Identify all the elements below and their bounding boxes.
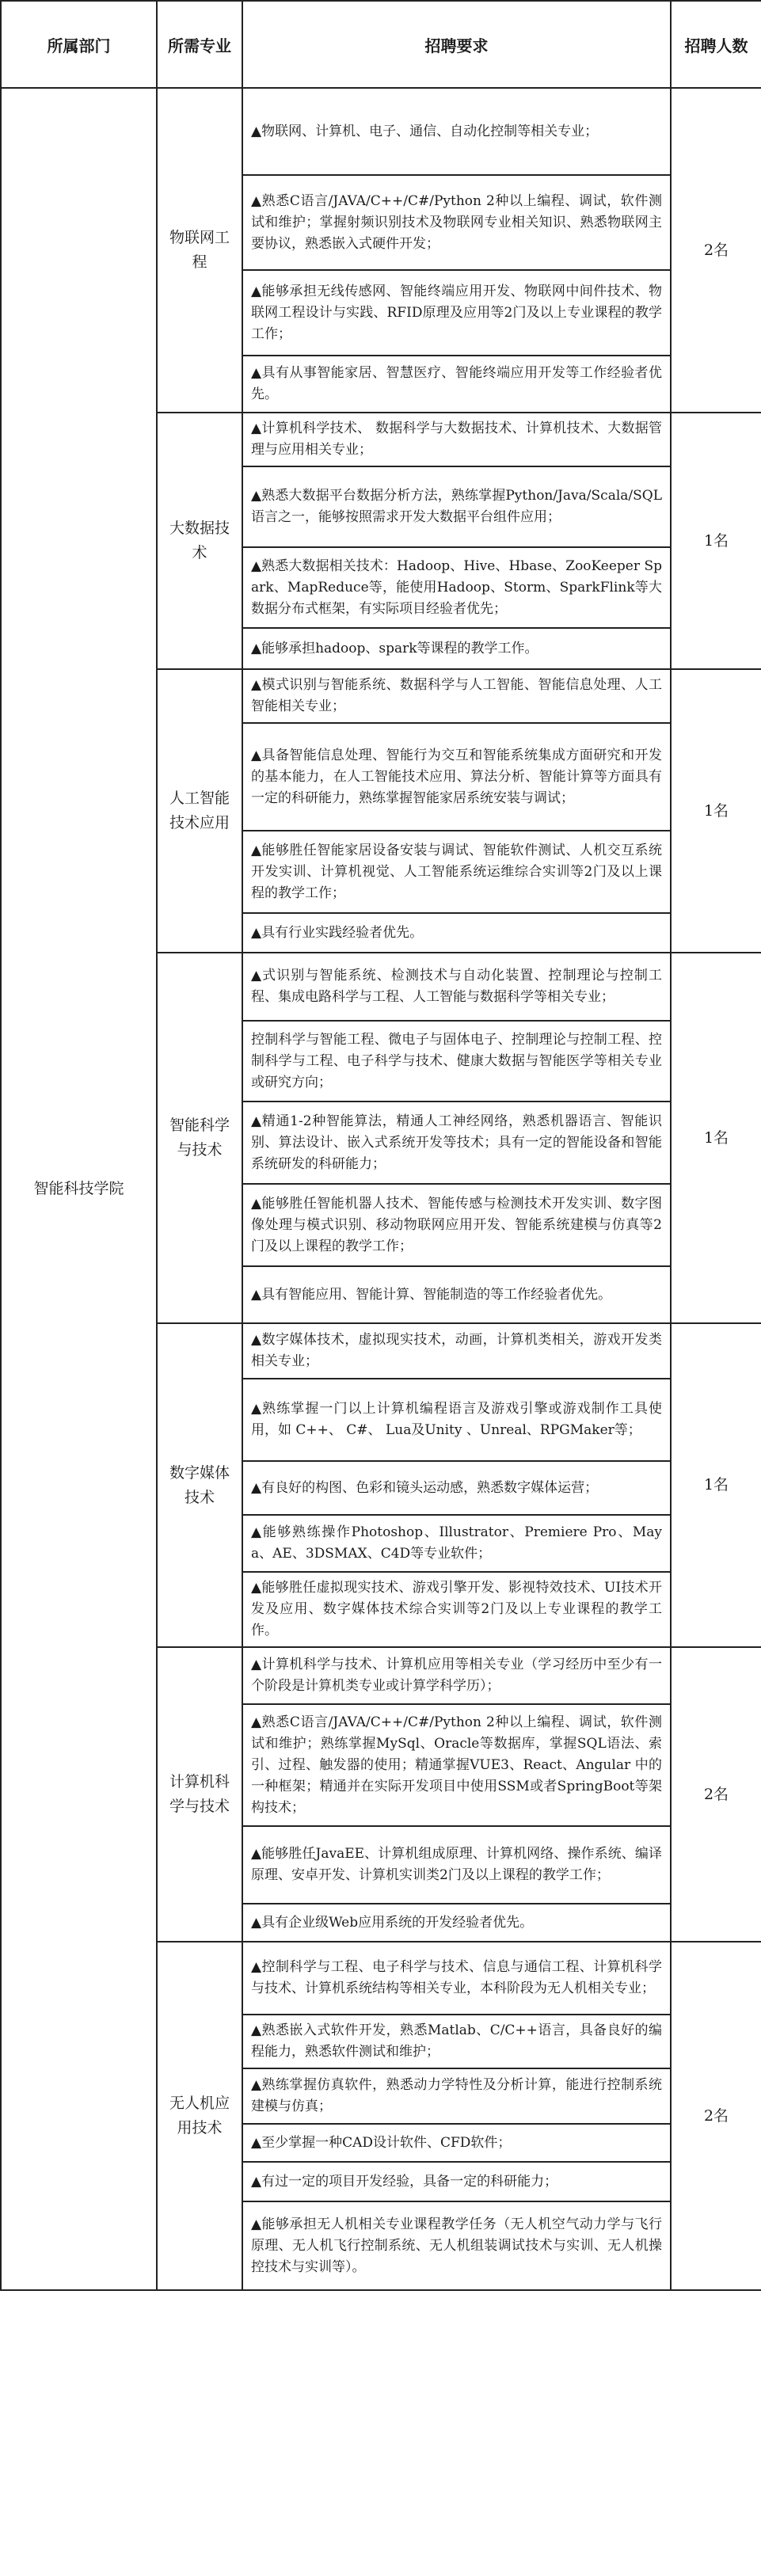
requirement-cell: ▲具有智能应用、智能计算、智能制造的等工作经验者优先。 — [242, 1266, 671, 1323]
requirement-cell: ▲数字媒体技术，虚拟现实技术，动画，计算机类相关，游戏开发类相关专业； — [242, 1323, 671, 1379]
major-cell: 无人机应用技术 — [157, 1942, 242, 2290]
header-dept: 所属部门 — [1, 1, 157, 88]
requirement-cell: ▲精通1-2种智能算法，精通人工神经网络，熟悉机器语言、智能识别、算法设计、嵌入式系统开发等技术；具有一定的智能设备和智能系统研发的科研能力； — [242, 1102, 671, 1184]
requirement-cell: ▲熟悉C语言/JAVA/C++/C#/Python 2种以上编程、调试，软件测试和维护；熟练掌握MySql、Oracle等数据库，掌握SQL语法、索引、过程、触发器的使用；精通掌握VUE3、React、Angular 中的一种框架；精通并在实际开发项目中使用SSM或者SpringBoot等架构技术； — [242, 1704, 671, 1826]
header-major: 所需专业 — [157, 1, 242, 88]
header-count: 招聘人数 — [671, 1, 761, 88]
count-cell: 1名 — [671, 669, 761, 953]
major-cell: 数字媒体技术 — [157, 1323, 242, 1647]
count-cell: 2名 — [671, 88, 761, 413]
major-cell: 物联网工程 — [157, 88, 242, 413]
table-header-row — [1, 1, 761, 88]
requirement-cell: ▲能够胜任智能家居设备安装与调试、智能软件测试、人机交互系统开发实训、计算机视觉、人工智能系统运维综合实训等2门及以上课程的教学工作； — [242, 831, 671, 913]
requirement-cell: ▲熟悉嵌入式软件开发，熟悉Matlab、C/C++语言，具备良好的编程能力，熟悉软件测试和维护； — [242, 2015, 671, 2068]
count-cell: 2名 — [671, 1942, 761, 2290]
count-cell: 1名 — [671, 1323, 761, 1647]
requirement-cell: ▲能够承担无人机相关专业课程教学任务（无人机空气动力学与飞行原理、无人机飞行控制系统、无人机组装调试技术与实训、无人机操控技术与实训等）。 — [242, 2201, 671, 2290]
requirement-cell: ▲控制科学与工程、电子科学与技术、信息与通信工程、计算机科学与技术、计算机系统结构等相关专业，本科阶段为无人机相关专业； — [242, 1942, 671, 2015]
count-cell: 1名 — [671, 953, 761, 1323]
requirement-cell: ▲模式识别与智能系统、数据科学与人工智能、智能信息处理、人工智能相关专业； — [242, 669, 671, 723]
department-cell: 智能科技学院 — [1, 88, 157, 2290]
requirement-cell: ▲具有从事智能家居、智慧医疗、智能终端应用开发等工作经验者优先。 — [242, 356, 671, 413]
major-cell: 大数据技术 — [157, 413, 242, 669]
major-cell: 计算机科学与技术 — [157, 1647, 242, 1942]
requirement-cell: ▲熟悉C语言/JAVA/C++/C#/Python 2种以上编程、调试，软件测试和维护；掌握射频识别技术及物联网专业相关知识、熟悉物联网主要协议，熟悉嵌入式硬件开发； — [242, 175, 671, 270]
requirement-cell: ▲计算机科学与技术、计算机应用等相关专业（学习经历中至少有一个阶段是计算机类专业或计算学科学历）； — [242, 1647, 671, 1704]
count-cell: 2名 — [671, 1647, 761, 1942]
requirement-cell: ▲具有行业实践经验者优先。 — [242, 913, 671, 953]
requirement-cell: ▲熟悉大数据相关技术：Hadoop、Hive、Hbase、ZooKeeper Spark、MapReduce等，能使用Hadoop、Storm、SparkFlink等大数据分布式框架，有实际项目经验者优先； — [242, 547, 671, 628]
requirement-cell: ▲熟悉大数据平台数据分析方法，熟练掌握Python/Java/Scala/SQL 语言之一，能够按照需求开发大数据平台组件应用； — [242, 466, 671, 547]
table-row — [1, 88, 761, 175]
major-cell: 人工智能技术应用 — [157, 669, 242, 953]
requirement-cell: ▲能够胜任JavaEE、计算机组成原理、计算机网络、操作系统、编译原理、安卓开发、计算机实训类2门及以上课程的教学工作； — [242, 1826, 671, 1904]
requirement-cell: ▲熟练掌握仿真软件，熟悉动力学特性及分析计算，能进行控制系统建模与仿真； — [242, 2068, 671, 2124]
requirement-cell: ▲式识别与智能系统、检测技术与自动化装置、控制理论与控制工程、集成电路科学与工程、人工智能与数据科学等相关专业； — [242, 953, 671, 1021]
requirement-cell: ▲物联网、计算机、电子、通信、自动化控制等相关专业； — [242, 88, 671, 175]
requirement-cell: 控制科学与智能工程、微电子与固体电子、控制理论与控制工程、控制科学与工程、电子科学与技术、健康大数据与智能医学等相关专业或研究方向； — [242, 1021, 671, 1102]
count-cell: 1名 — [671, 413, 761, 669]
requirement-cell: ▲能够胜任智能机器人技术、智能传感与检测技术开发实训、数字图像处理与模式识别、移动物联网应用开发、智能系统建模与仿真等2门及以上课程的教学工作； — [242, 1184, 671, 1266]
requirement-cell: ▲有过一定的项目开发经验，具备一定的科研能力； — [242, 2162, 671, 2201]
requirement-cell: ▲能够承担无线传感网、智能终端应用开发、物联网中间件技术、物联网工程设计与实践、RFID原理及应用等2门及以上专业课程的教学工作； — [242, 270, 671, 356]
header-requirements: 招聘要求 — [242, 1, 671, 88]
major-cell: 智能科学与技术 — [157, 953, 242, 1323]
requirement-cell: ▲有良好的构图、色彩和镜头运动感，熟悉数字媒体运营； — [242, 1461, 671, 1515]
requirement-cell: ▲具有企业级Web应用系统的开发经验者优先。 — [242, 1904, 671, 1942]
requirement-cell: ▲计算机科学技术、 数据科学与大数据技术、计算机技术、大数据管理与应用相关专业； — [242, 413, 671, 466]
requirement-cell: ▲至少掌握一种CAD设计软件、CFD软件； — [242, 2124, 671, 2162]
requirement-cell: ▲具备智能信息处理、智能行为交互和智能系统集成方面研究和开发的基本能力，在人工智能技术应用、算法分析、智能计算等方面具有一定的科研能力，熟练掌握智能家居系统安装与调试； — [242, 723, 671, 831]
requirement-cell: ▲能够胜任虚拟现实技术、游戏引擎开发、影视特效技术、UI技术开发及应用、数字媒体技术综合实训等2门及以上专业课程的教学工作。 — [242, 1572, 671, 1647]
table-body — [1, 88, 761, 2290]
requirement-cell: ▲能够承担hadoop、spark等课程的教学工作。 — [242, 628, 671, 669]
requirement-cell: ▲熟练掌握一门以上计算机编程语言及游戏引擎或游戏制作工具使用，如 C++、 C#、 Lua及Unity 、Unreal、RPGMaker等； — [242, 1379, 671, 1461]
requirement-cell: ▲能够熟练操作Photoshop、Illustrator、Premiere Pro、Maya、AE、3DSMAX、C4D等专业软件； — [242, 1515, 671, 1572]
